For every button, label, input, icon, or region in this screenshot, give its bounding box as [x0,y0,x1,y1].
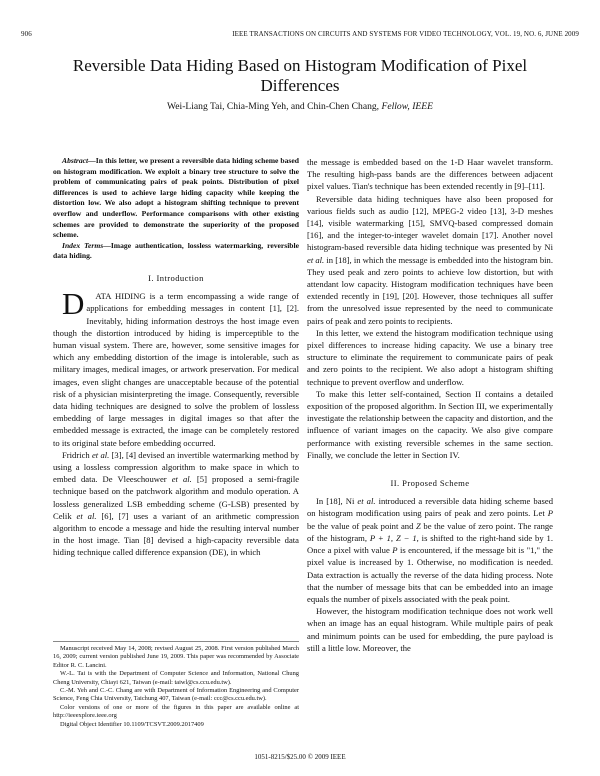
intro-paragraph-5: In this letter, we extend the histogram modification technique using pixel differences to increase hiding capacity. We use a binary tree structure to eliminate the requirement to communicate pairs of peak and zero points to the recipient. We also adopt a histogram shifting technique to prevent overflow and underflow. [307,327,553,387]
index-terms-lead: Index Terms— [62,240,111,250]
footnotes [53,645,299,729]
left-column [53,156,299,559]
author-fellow: Fellow, IEEE [381,101,433,112]
footnote-author-1: W.-L. Tai is with the Department of Computer Science and Information, National Chung Cheng University, Chiayi 621, Taiwan (e-mail: taiwl@cs.ccu.edu.tw). [53,670,299,686]
abstract-text: In this letter, we present a reversible data hiding scheme based on histogram modification. We exploit a binary tree structure to solve the problem of communicating pairs of peak points. Distribution of pixel differences is used to achieve large hiding capacity while keeping the distortion low. We also adopt a histogram shifting technique to prevent overflow and underflow. Performance comparisons with other existing schemes are provided to demonstrate the superiority of the proposed scheme. [53,156,299,240]
author-list [40,101,560,112]
intro-paragraph-6: To make this letter self-contained, Section II contains a detailed exposition of the proposed algorithm. In Section III, we experimentally investigate the relationship between the capacity and distortion, and the influence of variant images on the capacity. We also give compare performance with existing reversible schemes in the same section. Finally, we conclude the letter in Section IV. [307,388,553,460]
footnote-rule [53,641,299,642]
intro-paragraph-2: Fridrich et al. [3], [4] devised an invertible watermarking method by using a lossless compression algorithm to make space in which to embed data. De Vleeschouwer et al. [5] proposed a semi-fragile technique based on the patchwork algorithm and modulo operation. A lossless generalized LSB embedding scheme (G-LSB) presented by Celik et al. [6], [7] uses a variant of an arithmetic compression algorithm to encode a message and hide the resulting interval number in the host image. Tian [8] devised a high-capacity reversible data hiding technique called difference expansion (DE), in which [53,449,300,558]
index-terms-text: Image authentication, lossless watermarking, reversible data hiding. [53,240,300,261]
intro-paragraph-4: Reversible data hiding techniques have also been proposed for various fields such as audio [12], MPEG-2 video [13], 3-D meshes [14], visible watermarking [15], SMVQ-based compressed domain [16], and the integer-to-integer wavelet domain [17]. Another novel histogram-based reversible data hiding technique was presented by Ni et al. in [18], in which the message is embedded into the histogram bin. They used peak and zero points to achieve low distortion, but with attendant low capacity. Histogram modification techniques have been extended recently in [19], [20]. However, those techniques all suffer from the unresolved issue represented by the need to communicate pairs of peak and zero points to recipients. [307,193,553,326]
drop-cap: D [62,286,85,322]
page-number: 906 [21,30,32,38]
running-header [21,30,579,42]
copyright-line: 1051-8215/$25.00 © 2009 IEEE [254,753,346,761]
abstract-lead: Abstract— [62,156,96,165]
intro-paragraph-3: the message is embedded based on the 1-D Haar wavelet transform. The resulting high-pass bands are the differences between adjacent pixel values. Tian's technique has been extended recently in [9]–[11]. [307,157,553,192]
intro-paragraph-1: D ATA HIDING is a term encompassing a wide range of applications for embedding messages in content [1], [2]. Inevitably, hiding information destroys the host image even though the distortion introduced by hiding is imperceptible to the human visual system. There are, however, some sensitive images for which any embedding distortion of the image is intolerable, such as military images, medical images, or artwork preservation. For medical images, even slight changes are unacceptable because of the potential risk of a physician misinterpreting the image. Consequently, reversible data hiding techniques are designed to solve the problem of lossless embedding of large messages in digital images so that after the embedded message is extracted, the image can be completely restored to its original state before embedding occurred. [53,286,299,448]
right-column [307,156,553,654]
index-terms [53,241,299,262]
abstract [53,156,299,241]
scheme-paragraph-1: In [18], Ni et al. introduced a reversible data hiding scheme based on histogram modification using pairs of peak and zero points. Let P be the value of peak point and Z be the value of zero point. The range of the histogram, P + 1, Z − 1, is shifted to the right-hand side by 1. Once a pixel with value P is encountered, if the message bit is "1," the pixel value is increased by 1. Otherwise, no modification is needed. Data extraction is actually the reverse of the data hiding process. Note that the number of message bits that can be embedded into an image equals the number of pixels associated with the peak point. [307,496,553,604]
section-heading-proposed-scheme: II. Proposed Scheme [390,478,470,489]
footnote-color: Color versions of one or more of the figures in this paper are available online at http://ieeexplore.ieee.org [53,703,299,720]
footnote-received: Manuscript received May 14, 2008; revised August 25, 2008. First version published March 16, 2009; current version published June 19, 2009. This paper was recommended by Associate Editor R. C. Lancini. [53,645,299,669]
scheme-paragraph-2: However, the histogram modification technique does not work well when an image has an equal histogram. While multiple pairs of peak and minimum points can be used for embedding, the pure payload is still a little low. Moreover, the [307,606,553,653]
author-names: Wei-Liang Tai, Chia-Ming Yeh, and Chin-Chen Chang, [166,101,380,112]
paper-title: Reversible Data Hiding Based on Histogram Modification of Pixel Differences [72,56,528,95]
footnote-doi: Digital Object Identifier 10.1109/TCSVT.2009.2017409 [60,720,204,728]
journal-name: IEEE TRANSACTIONS ON CIRCUITS AND SYSTEMS FOR VIDEO TECHNOLOGY, VOL. 19, NO. 6, JUNE 2009 [232,30,579,38]
section-heading-introduction: I. Introduction [148,272,204,283]
footnote-author-2: C.-M. Yeh and C.-C. Chang are with Department of Information Engineering and Computer Science, Feng Chia University, Taichung 407, Taiwan (e-mail: ccc@cs.ccu.edu.tw). [53,687,299,703]
